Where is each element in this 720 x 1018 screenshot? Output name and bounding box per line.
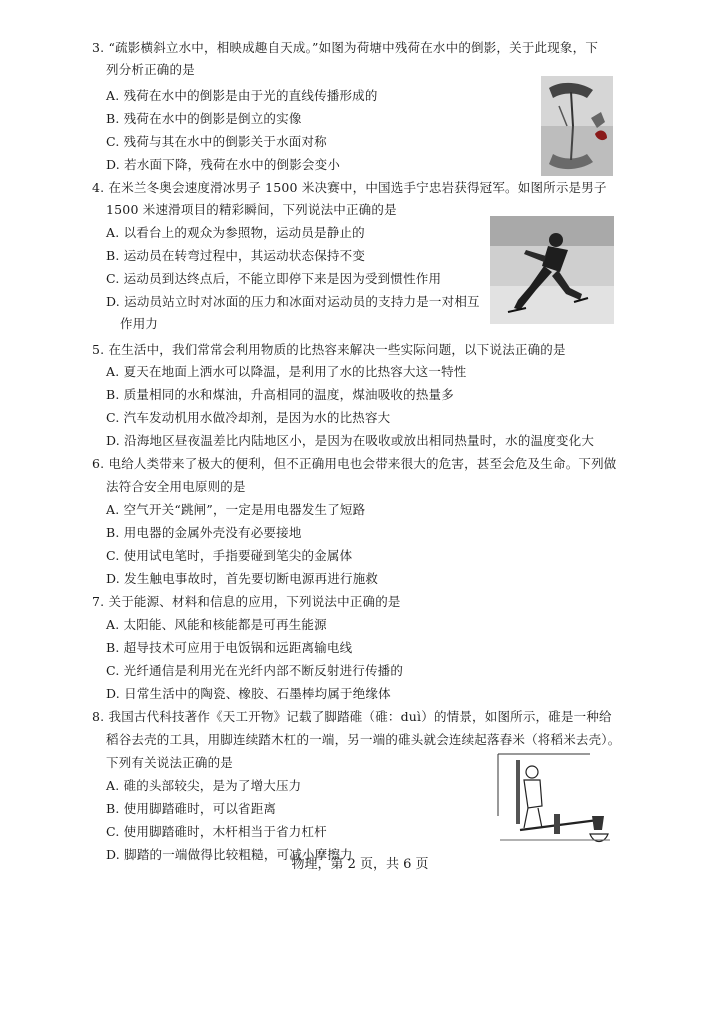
- speed-skater-photo: [490, 216, 614, 324]
- question-3-option-c: C. 残荷与其在水中的倒影关于水面对称: [106, 134, 327, 149]
- question-7-option-b: B. 超导技术可应用于电饭锅和远距离输电线: [106, 640, 353, 655]
- question-4-option-d: D. 运动员站立时对冰面的压力和冰面对运动员的支持力是一对相互: [106, 294, 480, 309]
- question-8-line-2: 稻谷去壳的工具，用脚连续踏木杠的一端，另一端的碓头就会连续起落舂米（将稻米去壳）。: [106, 732, 621, 747]
- question-3-option-d: D. 若水面下降，残荷在水中的倒影会变小: [106, 157, 341, 172]
- question-8-option-c: C. 使用脚踏碓时，木杆相当于省力杠杆: [106, 824, 327, 839]
- question-6-option-c: C. 使用试电笔时，手指要碰到笔尖的金属体: [106, 548, 353, 563]
- question-4-option-d-cont: 作用力: [120, 316, 159, 331]
- foot-pestle-illustration: [494, 750, 614, 848]
- question-3-line-1: 3. “疏影横斜立水中，相映成趣自天成。”如图为荷塘中残荷在水中的倒影，关于此现象，下: [92, 40, 599, 55]
- question-4-line-2: 1500 米速滑项目的精彩瞬间，下列说法中正确的是: [106, 202, 397, 217]
- question-6-option-b: B. 用电器的金属外壳没有必要接地: [106, 525, 302, 540]
- question-5-option-d: D. 沿海地区昼夜温差比内陆地区小，是因为在吸收或放出相同热量时，水的温度变化大: [106, 433, 595, 448]
- question-3-line-2: 列分析正确的是: [106, 62, 195, 77]
- question-6-line-1: 6. 电给人类带来了极大的便利，但不正确用电也会带来很大的危害，甚至会危及生命。下列做: [92, 456, 617, 471]
- question-8-line-1: 8. 我国古代科技著作《天工开物》记载了脚踏碓（碓：duì）的情景，如图所示，碓是一种给: [92, 709, 612, 724]
- question-7-option-a: A. 太阳能、风能和核能都是可再生能源: [106, 617, 327, 632]
- question-3-option-b: B. 残荷在水中的倒影是倒立的实像: [106, 111, 302, 126]
- question-8-option-b: B. 使用脚踏碓时，可以省距离: [106, 801, 277, 816]
- question-8-option-a: A. 碓的头部较尖，是为了增大压力: [106, 778, 302, 793]
- question-5-line-1: 5. 在生活中，我们常常会利用物质的比热容来解决一些实际问题，以下说法正确的是: [92, 342, 566, 357]
- question-4-line-1: 4. 在米兰冬奥会速度滑冰男子 1500 米决赛中，中国选手宁忠岩获得冠军。如图所示是男子: [92, 180, 607, 195]
- question-8-line-3: 下列有关说法正确的是: [106, 755, 234, 770]
- question-4-option-b: B. 运动员在转弯过程中，其运动状态保持不变: [106, 248, 366, 263]
- question-8-option-d: D. 脚踏的一端做得比较粗糙，可减小摩擦力: [106, 847, 353, 862]
- question-6-option-d: D. 发生触电事故时，首先要切断电源再进行施救: [106, 571, 379, 586]
- question-7-option-c: C. 光纤通信是利用光在光纤内部不断反射进行传播的: [106, 663, 404, 678]
- question-6-line-2: 法符合安全用电原则的是: [106, 479, 246, 494]
- question-5-option-a: A. 夏天在地面上洒水可以降温，是利用了水的比热容大这一特性: [106, 364, 467, 379]
- page-footer: 物理，第 2 页，共 6 页: [291, 857, 429, 872]
- question-7-option-d: D. 日常生活中的陶瓷、橡胶、石墨棒均属于绝缘体: [106, 686, 391, 701]
- question-6-option-a: A. 空气开关“跳闸”，一定是用电器发生了短路: [106, 502, 366, 517]
- question-3-option-a: A. 残荷在水中的倒影是由于光的直线传播形成的: [106, 88, 378, 103]
- question-5-option-c: C. 汽车发动机用水做冷却剂，是因为水的比热容大: [106, 410, 391, 425]
- lotus-reflection-photo: [541, 76, 613, 176]
- question-5-option-b: B. 质量相同的水和煤油，升高相同的温度，煤油吸收的热量多: [106, 387, 454, 402]
- question-7-line-1: 7. 关于能源、材料和信息的应用，下列说法中正确的是: [92, 594, 401, 609]
- question-4-option-c: C. 运动员到达终点后，不能立即停下来是因为受到惯性作用: [106, 271, 442, 286]
- question-4-option-a: A. 以看台上的观众为参照物，运动员是静止的: [106, 225, 365, 240]
